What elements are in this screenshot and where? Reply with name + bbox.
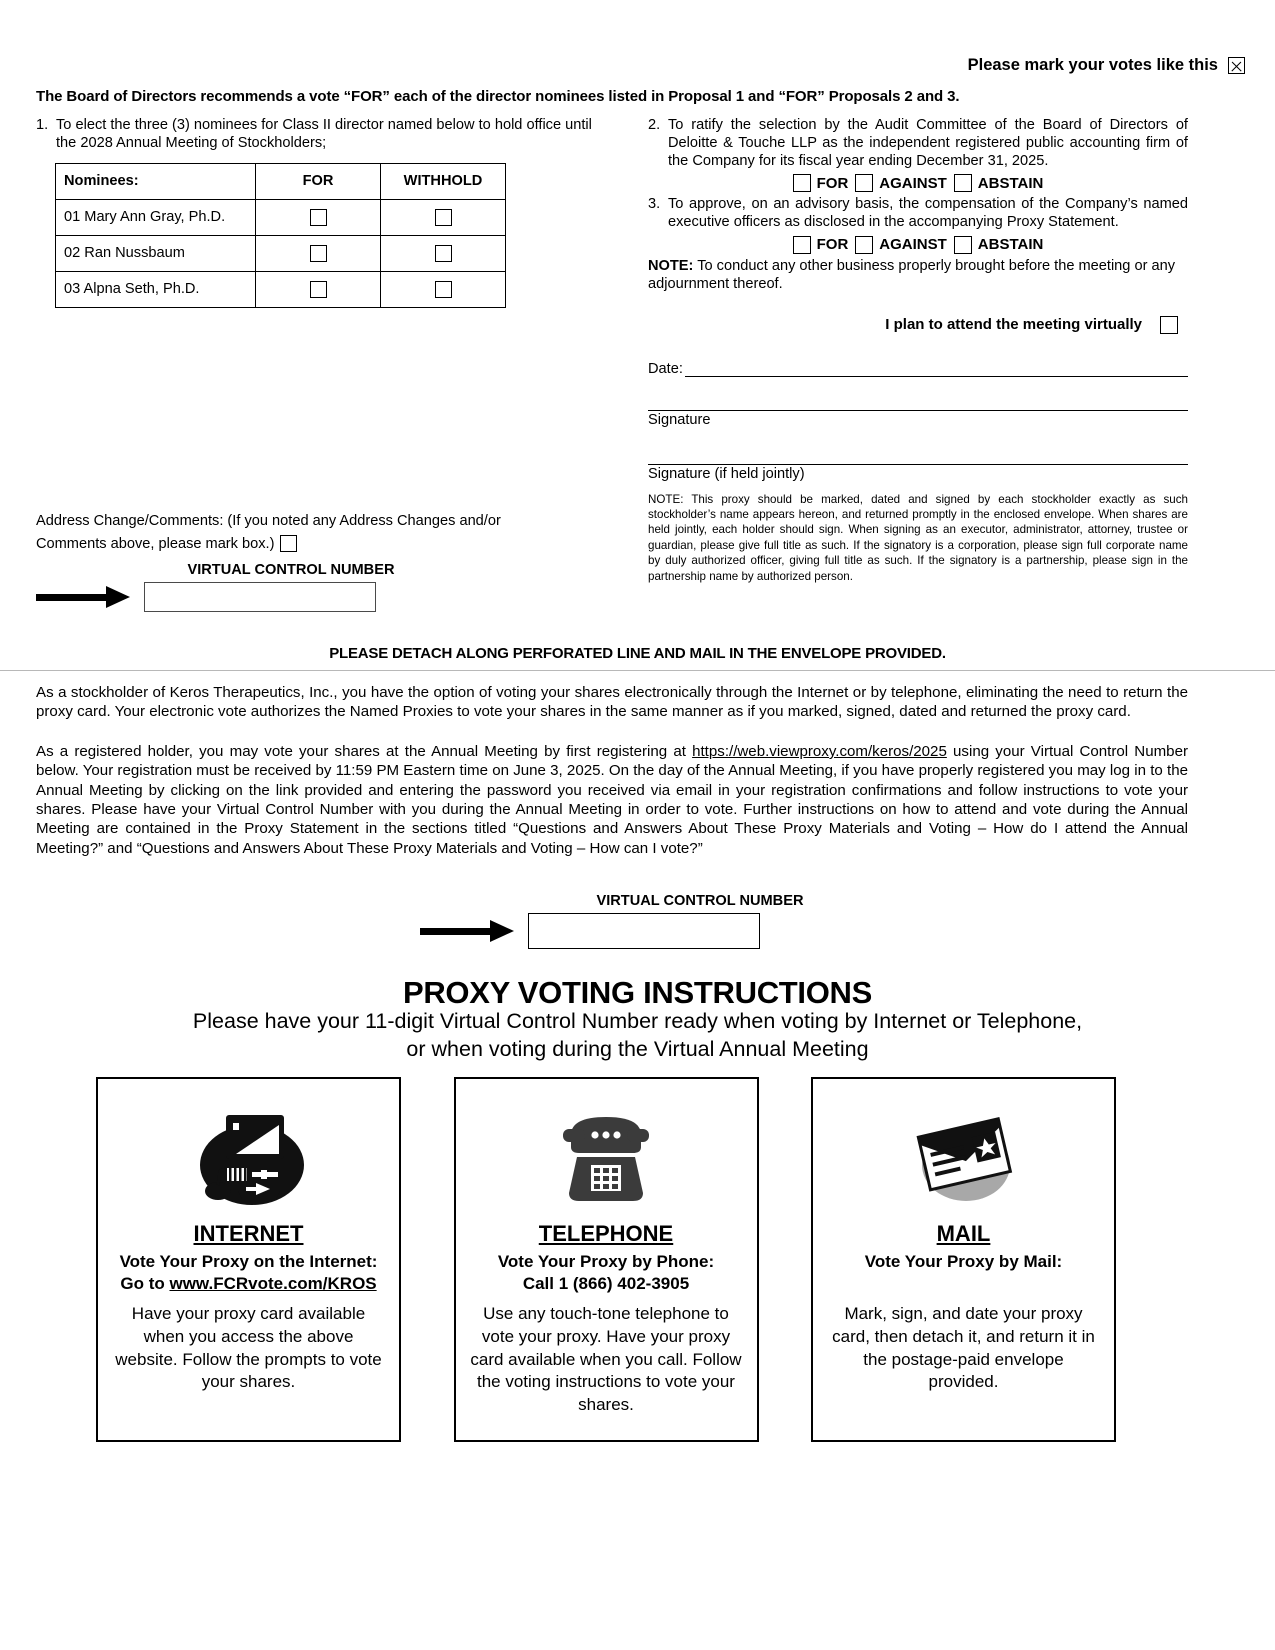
- vcn-row-top: [36, 582, 556, 612]
- proposal-3-number: 3.: [648, 196, 661, 213]
- body-paragraph-1: As a stockholder of Keros Therapeutics, Inc., you have the option of voting your shares electronically through the Internet or by telephone, eliminating the need to return the proxy card. Your electronic vote authorizes the Named Proxies to vote your shares in the same manner as if you marked, signed, dated and returned the proxy card.: [36, 684, 1188, 721]
- proposal-3-against-checkbox[interactable]: [855, 236, 873, 254]
- signature-joint-label: Signature (if held jointly): [648, 465, 805, 482]
- proposal-2-text: To ratify the selection by the Audit Committee of the Board of Directors of Deloitte & Touche LLP as the independent registered public accounting firm of the Company for its fiscal year ending December 31, 2025.: [668, 117, 1188, 169]
- internet-vote-link[interactable]: www.FCRvote.com/KROS: [169, 1274, 377, 1294]
- proposal-2-abstain-option[interactable]: [954, 174, 1044, 192]
- proposal-2-against-label: AGAINST: [879, 174, 947, 192]
- telephone-sub-line1: Vote Your Proxy by Phone:: [497, 1252, 715, 1271]
- proposal-2-vote-options: [648, 174, 1188, 192]
- mail-sub-line1: Vote Your Proxy by Mail:: [864, 1252, 1063, 1271]
- nominee-3-withhold-cell: [381, 271, 506, 307]
- internet-subheading: [120, 1251, 378, 1295]
- proposal-3-for-checkbox[interactable]: [793, 236, 811, 254]
- signature-label: Signature: [648, 411, 711, 428]
- proposal-2-for-checkbox[interactable]: [793, 174, 811, 192]
- nominee-3-for-checkbox[interactable]: [310, 281, 327, 298]
- mark-votes-instruction: [968, 56, 1245, 75]
- proposal-3-abstain-checkbox[interactable]: [954, 236, 972, 254]
- address-change-block: [36, 510, 576, 555]
- proposal-3-text: To approve, on an advisory basis, the compensation of the Company’s named executive officers as disclosed in the accompanying Proxy Statement.: [668, 196, 1188, 231]
- arrow-right-icon: [420, 920, 528, 942]
- vcn-label-bottom: VIRTUAL CONTROL NUMBER: [596, 893, 804, 909]
- nominee-1-withhold-cell: [381, 199, 506, 235]
- table-row: [56, 199, 506, 235]
- virtual-control-number-block-top: [36, 562, 556, 612]
- mail-heading: MAIL: [936, 1221, 991, 1246]
- address-change-line2-row: [36, 533, 576, 556]
- date-input[interactable]: [685, 363, 1188, 377]
- proposal-1: [36, 117, 606, 153]
- body-paragraph-2-before: As a registered holder, you may vote your shares at the Annual Meeting by first registering at: [36, 743, 693, 760]
- computer-icon: [190, 1103, 308, 1215]
- proposal-3-for-option[interactable]: [793, 236, 849, 254]
- nominee-2-for-checkbox[interactable]: [310, 245, 327, 262]
- body-paragraph-2: [36, 742, 1188, 858]
- table-row: [56, 235, 506, 271]
- telephone-phone-number: Call 1 (866) 402-3905: [522, 1274, 690, 1294]
- column-header-for: FOR: [256, 163, 381, 199]
- proposal-2-abstain-label: ABSTAIN: [977, 174, 1044, 192]
- mail-subheading: [865, 1251, 1062, 1273]
- signature-note-fineprint: NOTE: This proxy should be marked, dated and signed by each stockholder exactly as such stockholder’s name appears hereon, and returned promptly in the enclosed envelope. When shares are held jointly, each holder should sign. When signing as an executor, administrator, attorney, trustee or guardian, please give full title as such. If the signatory is a corporation, please sign full corporate name by duly authorized officer, giving full title as such. If the signatory is a partnership, please sign in the partnership name by authorized person.: [648, 492, 1188, 583]
- nominee-name-1: 01 Mary Ann Gray, Ph.D.: [56, 199, 256, 235]
- nominee-name-2: 02 Ran Nussbaum: [56, 235, 256, 271]
- address-change-line1: Address Change/Comments: (If you noted any Address Changes and/or: [36, 513, 501, 529]
- proposal-2-number: 2.: [648, 117, 661, 133]
- proposal-2-against-checkbox[interactable]: [855, 174, 873, 192]
- arrow-right-icon: [36, 586, 144, 608]
- telephone-heading: TELEPHONE: [538, 1221, 674, 1246]
- nominee-1-for-cell: [256, 199, 381, 235]
- instructions-subtitle-line1: Please have your 11-digit Virtual Control Number ready when voting by Internet or Telephone,: [192, 1009, 1083, 1033]
- address-change-line2: Comments above, please mark box.): [36, 535, 275, 552]
- nominees-header-row: [56, 163, 506, 199]
- voting-method-boxes: [96, 1077, 1116, 1442]
- attend-virtually-checkbox[interactable]: [1160, 316, 1178, 334]
- proposal-2-for-option[interactable]: [793, 174, 849, 192]
- virtual-control-number-block-bottom: [420, 893, 840, 949]
- instructions-subtitle: [0, 1008, 1275, 1063]
- perforated-line: [0, 670, 1275, 671]
- x-checkbox-icon: [1228, 57, 1245, 74]
- internet-voting-box: [96, 1077, 401, 1442]
- proposal-1-number: 1.: [36, 117, 49, 133]
- proposal-2-for-label: FOR: [816, 174, 849, 192]
- detach-instruction: PLEASE DETACH ALONG PERFORATED LINE AND MAIL IN THE ENVELOPE PROVIDED.: [329, 645, 946, 662]
- proposal-3: [648, 196, 1188, 232]
- proposal-3-against-option[interactable]: [855, 236, 947, 254]
- note-other-business-text: To conduct any other business properly brought before the meeting or any adjournment thereof.: [648, 257, 1176, 292]
- vcn-row-bottom: [420, 913, 840, 949]
- proposal-3-abstain-label: ABSTAIN: [977, 236, 1044, 254]
- nominee-3-for-cell: [256, 271, 381, 307]
- nominee-1-withhold-checkbox[interactable]: [435, 209, 452, 226]
- proposal-3-against-label: AGAINST: [879, 236, 947, 254]
- proposal-3-abstain-option[interactable]: [954, 236, 1044, 254]
- instructions-subtitle-line2: or when voting during the Virtual Annual Meeting: [406, 1036, 869, 1061]
- note-other-business-label: NOTE:: [648, 257, 694, 274]
- mark-votes-label: Please mark your votes like this: [967, 56, 1218, 74]
- mail-description: Mark, sign, and date your proxy card, then detach it, and return it in the postage-paid envelope provided.: [832, 1304, 1095, 1392]
- left-column: [36, 117, 606, 308]
- attend-virtually-row: [648, 316, 1188, 334]
- column-header-withhold: WITHHOLD: [381, 163, 506, 199]
- nominee-1-for-checkbox[interactable]: [310, 209, 327, 226]
- proposal-1-text: To elect the three (3) nominees for Class II director named below to hold office until the 2028 Annual Meeting of Stockholders;: [56, 117, 592, 151]
- nominee-2-withhold-checkbox[interactable]: [435, 245, 452, 262]
- column-header-nominees: Nominees:: [56, 163, 256, 199]
- internet-goto-prefix: Go to: [120, 1274, 170, 1294]
- internet-sub-line1: Vote Your Proxy on the Internet:: [119, 1252, 378, 1271]
- telephone-voting-box: [454, 1077, 759, 1442]
- proposal-3-vote-options: [648, 236, 1188, 254]
- telephone-subheading: [498, 1251, 714, 1295]
- board-recommendation: The Board of Directors recommends a vote “FOR” each of the director nominees listed in Proposal 1 and “FOR” Proposals 2 and 3.: [36, 88, 960, 105]
- telephone-description: Use any touch-tone telephone to vote your proxy. Have your proxy card available when you call. Follow the voting instructions to vote your shares.: [470, 1304, 742, 1415]
- proposal-3-for-label: FOR: [816, 236, 849, 254]
- proposal-2-against-option[interactable]: [855, 174, 947, 192]
- nominee-2-for-cell: [256, 235, 381, 271]
- proposal-2-abstain-checkbox[interactable]: [954, 174, 972, 192]
- internet-heading: INTERNET: [193, 1221, 304, 1246]
- table-row: [56, 271, 506, 307]
- date-label: Date:: [648, 360, 683, 377]
- signature-block: [648, 410, 1188, 482]
- address-change-checkbox[interactable]: [280, 535, 297, 552]
- vcn-input-bottom[interactable]: [528, 913, 760, 949]
- envelope-icon: [906, 1103, 1022, 1215]
- attend-virtually-label: I plan to attend the meeting virtually: [885, 316, 1142, 334]
- vcn-label-top: VIRTUAL CONTROL NUMBER: [187, 562, 395, 578]
- note-other-business: [648, 258, 1188, 294]
- body-paragraph-2-after: using your Virtual Control Number below. Your registration must be received by 11:59 PM Eastern time on June 3, 2025. On the day of the Annual Meeting, if you have properly registered you may log in to the Annual Meeting by clicking on the link provided and entering the password you received via email in your registration confirmations and follow instructions to vote your shares. Please have your Virtual Control Number with you during the Annual Meeting in order to vote. Further instructions on how to attend and vote during the Annual Meeting are contained in the Proxy Statement in the sections titled “Questions and Answers About These Proxy Materials and Voting – How do I attend the Annual Meeting?” and “Questions and Answers About These Proxy Materials and Voting – How can I vote?”: [36, 743, 1188, 857]
- internet-description: Have your proxy card available when you access the above website. Follow the prompts to vote your shares.: [115, 1304, 382, 1392]
- date-field-row: [648, 361, 1188, 377]
- nominee-name-3: 03 Alpna Seth, Ph.D.: [56, 271, 256, 307]
- right-column: [648, 117, 1188, 584]
- nominee-3-withhold-checkbox[interactable]: [435, 281, 452, 298]
- signature-spacer: [648, 428, 1188, 464]
- registration-link[interactable]: https://web.viewproxy.com/keros/2025: [692, 743, 947, 760]
- proposal-2: [648, 117, 1188, 170]
- internet-sub-line2: [120, 1273, 378, 1295]
- mail-voting-box: [811, 1077, 1116, 1442]
- nominees-table: [55, 163, 506, 308]
- nominee-2-withhold-cell: [381, 235, 506, 271]
- page-title: PROXY VOTING INSTRUCTIONS: [402, 975, 873, 1010]
- telephone-icon: [551, 1103, 661, 1215]
- vcn-input-top[interactable]: [144, 582, 376, 612]
